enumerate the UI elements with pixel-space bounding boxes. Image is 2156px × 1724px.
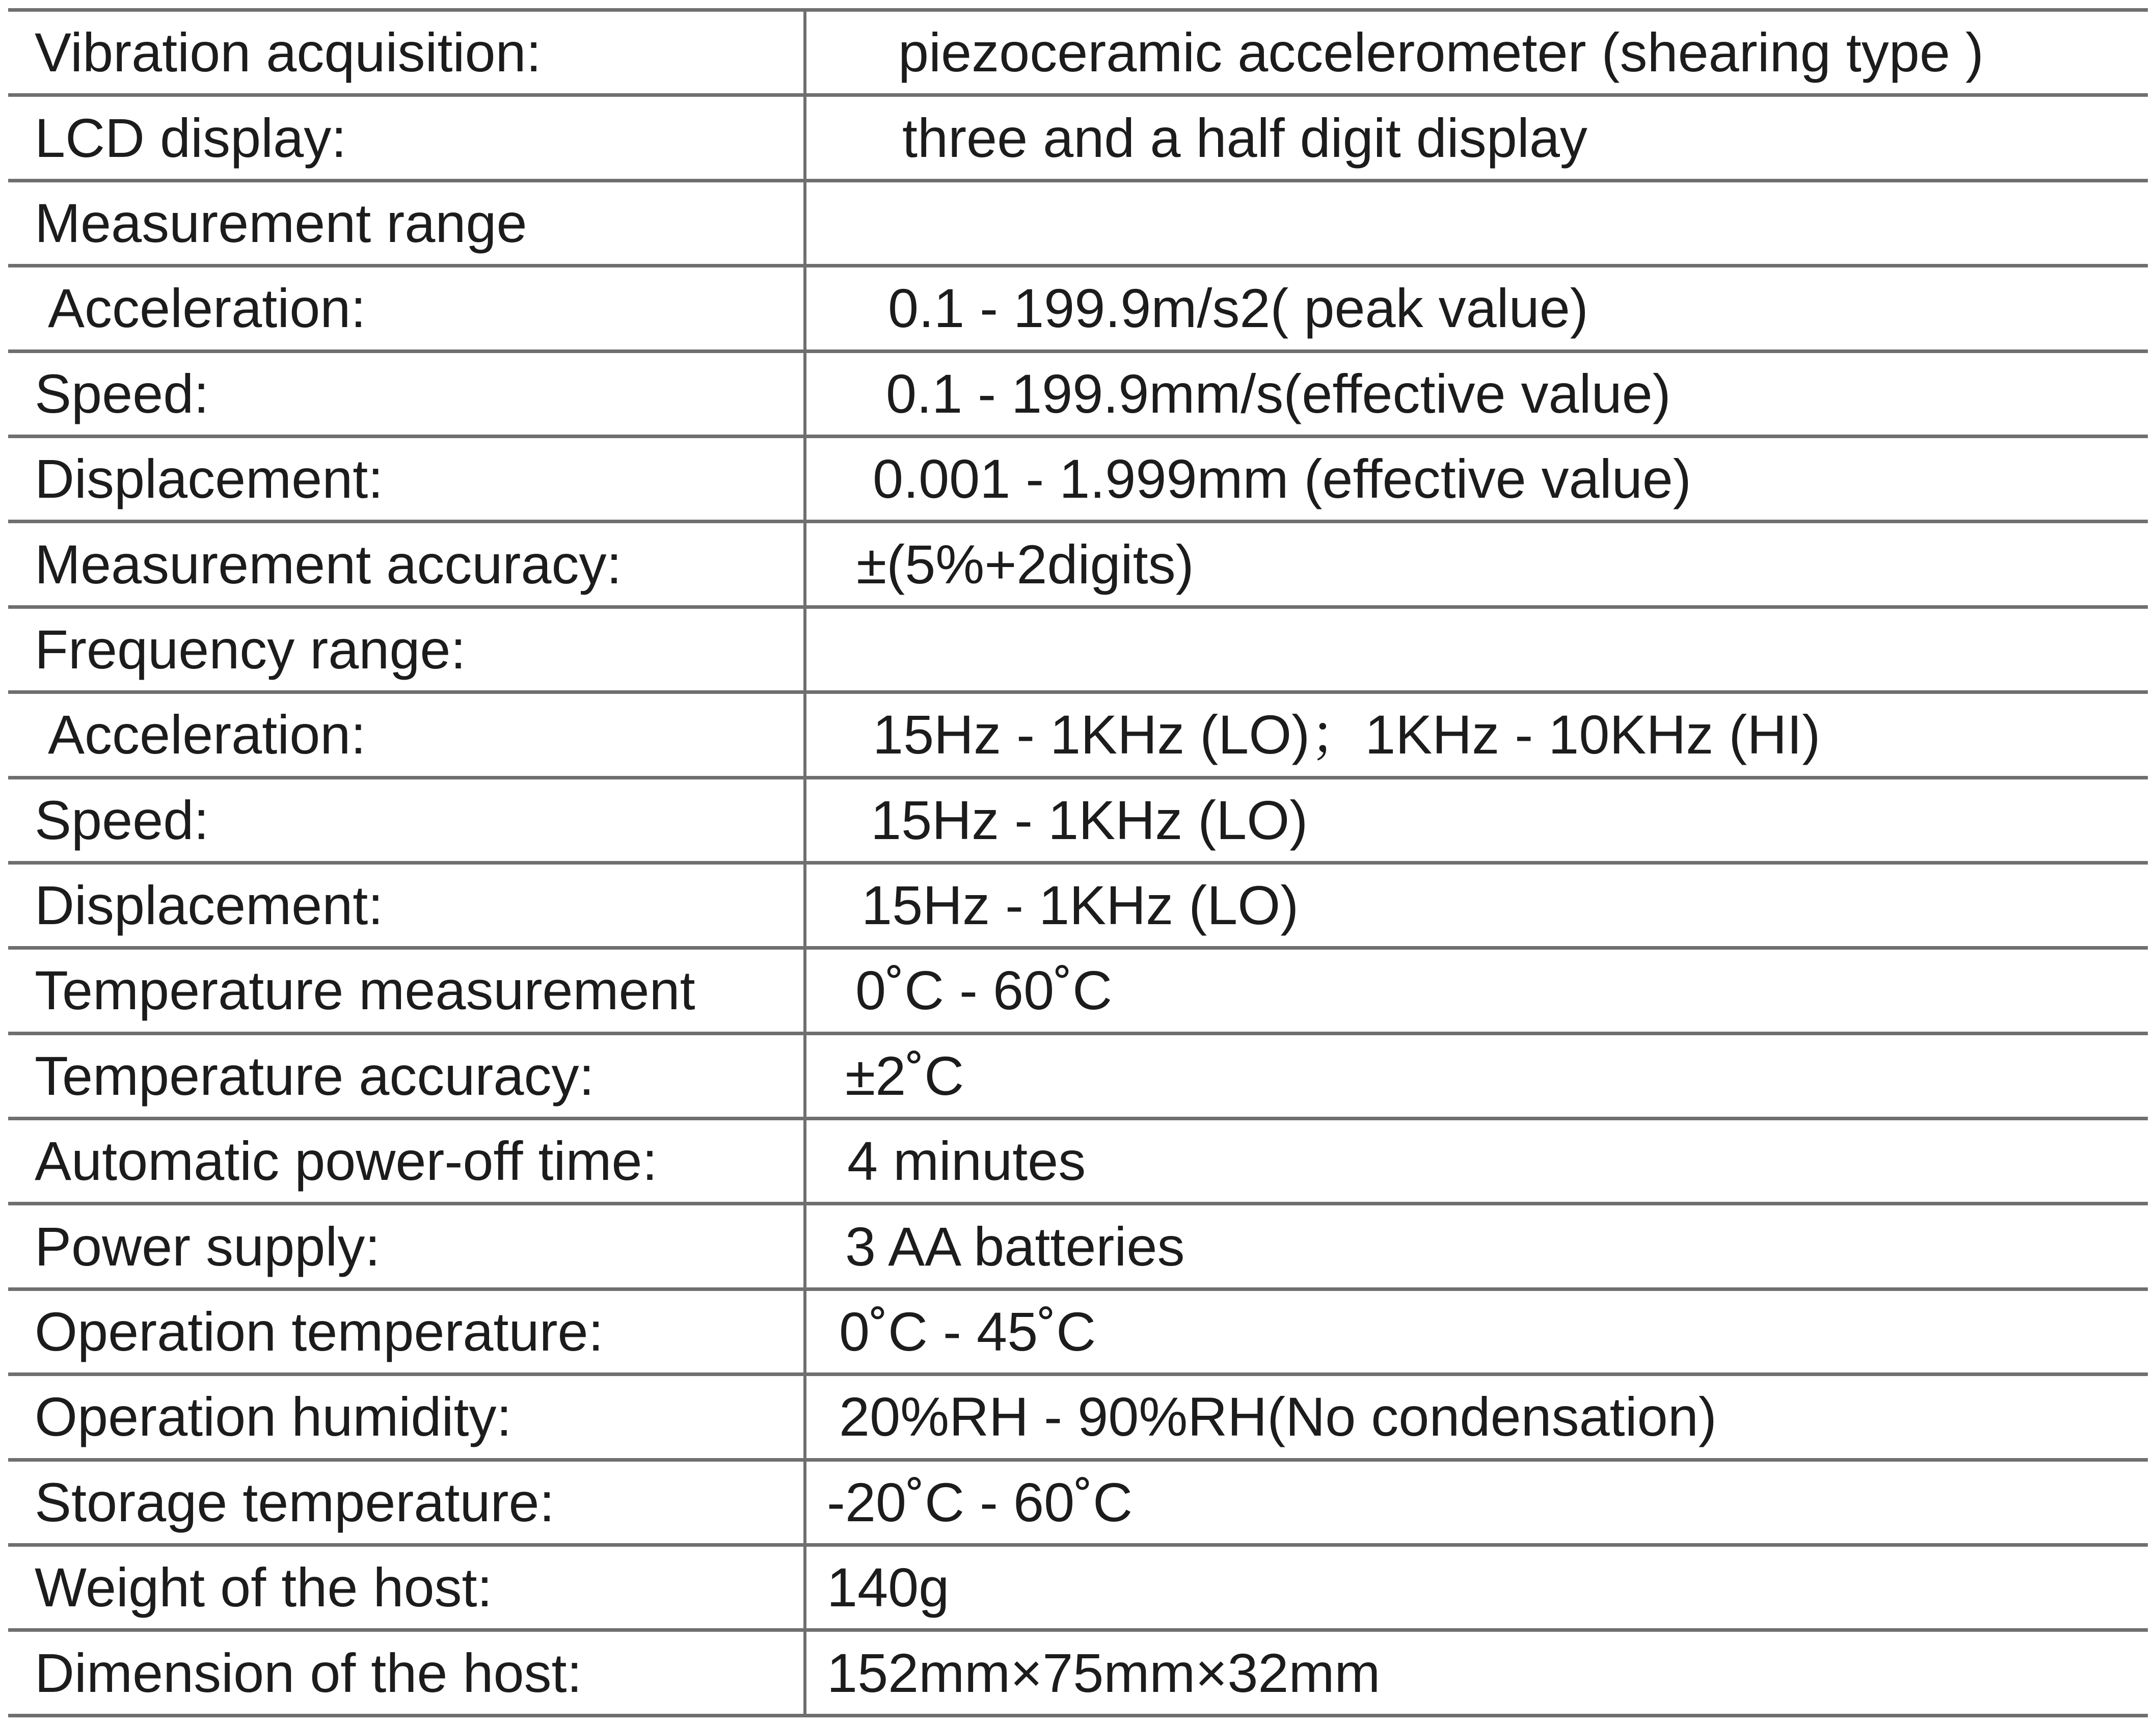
spec-value: 0.1 - 199.9mm/s(effective value) xyxy=(805,351,2148,436)
spec-row xyxy=(8,1033,2148,1118)
spec-row xyxy=(8,351,2148,436)
spec-row xyxy=(8,1460,2148,1545)
spec-value: three and a half digit display xyxy=(805,95,2148,180)
spec-value: 20%RH - 90%RH(No condensation) xyxy=(805,1375,2148,1460)
spec-table xyxy=(8,8,2148,1717)
spec-label: Measurement accuracy: xyxy=(8,522,805,607)
spec-label: Acceleration: xyxy=(8,692,805,777)
spec-label: Dimension of the host: xyxy=(8,1630,805,1715)
spec-label: Temperature measurement xyxy=(8,948,805,1033)
spec-value: 140g xyxy=(805,1545,2148,1630)
spec-label: Acceleration: xyxy=(8,266,805,351)
spec-label: Operation humidity: xyxy=(8,1375,805,1460)
spec-label: Weight of the host: xyxy=(8,1545,805,1630)
spec-label: Power supply: xyxy=(8,1204,805,1289)
spec-row xyxy=(8,948,2148,1033)
spec-value: 152mm×75mm×32mm xyxy=(805,1630,2148,1715)
spec-row xyxy=(8,1375,2148,1460)
spec-value: 4 minutes xyxy=(805,1119,2148,1204)
spec-label: Speed: xyxy=(8,351,805,436)
spec-row xyxy=(8,777,2148,863)
spec-value: 3 AA batteries xyxy=(805,1204,2148,1289)
spec-label: Vibration acquisition: xyxy=(8,10,805,95)
spec-row xyxy=(8,863,2148,948)
spec-row xyxy=(8,266,2148,351)
spec-row xyxy=(8,1545,2148,1630)
spec-row xyxy=(8,95,2148,180)
spec-value: piezoceramic accelerometer (shearing type ) xyxy=(805,10,2148,95)
spec-row xyxy=(8,1204,2148,1289)
spec-row xyxy=(8,10,2148,95)
spec-value xyxy=(805,607,2148,692)
spec-value: 0.001 - 1.999mm (effective value) xyxy=(805,436,2148,521)
spec-row xyxy=(8,607,2148,692)
spec-label: Automatic power-off time: xyxy=(8,1119,805,1204)
spec-value: ±(5%+2digits) xyxy=(805,522,2148,607)
spec-table-body xyxy=(8,10,2148,1716)
spec-value: 15Hz - 1KHz (LO) xyxy=(805,863,2148,948)
spec-label: Displacement: xyxy=(8,863,805,948)
spec-value: 15Hz - 1KHz (LO)；1KHz - 10KHz (HI) xyxy=(805,692,2148,777)
spec-label: Frequency range: xyxy=(8,607,805,692)
spec-label: Displacement: xyxy=(8,436,805,521)
spec-label: Operation temperature: xyxy=(8,1289,805,1374)
spec-label: Storage temperature: xyxy=(8,1460,805,1545)
spec-row xyxy=(8,522,2148,607)
spec-value: -20˚C - 60˚C xyxy=(805,1460,2148,1545)
spec-value: 0˚C - 60˚C xyxy=(805,948,2148,1033)
spec-label: Temperature accuracy: xyxy=(8,1033,805,1118)
spec-value: 0.1 - 199.9m/s2( peak value) xyxy=(805,266,2148,351)
spec-value: 15Hz - 1KHz (LO) xyxy=(805,777,2148,863)
spec-value: ±2˚C xyxy=(805,1033,2148,1118)
spec-value xyxy=(805,180,2148,265)
spec-label: Speed: xyxy=(8,777,805,863)
spec-label: Measurement range xyxy=(8,180,805,265)
spec-row xyxy=(8,1630,2148,1715)
spec-value: 0˚C - 45˚C xyxy=(805,1289,2148,1374)
spec-row xyxy=(8,436,2148,521)
spec-row xyxy=(8,1119,2148,1204)
spec-row xyxy=(8,1289,2148,1374)
spec-label: LCD display: xyxy=(8,95,805,180)
spec-row xyxy=(8,180,2148,265)
spec-row xyxy=(8,692,2148,777)
